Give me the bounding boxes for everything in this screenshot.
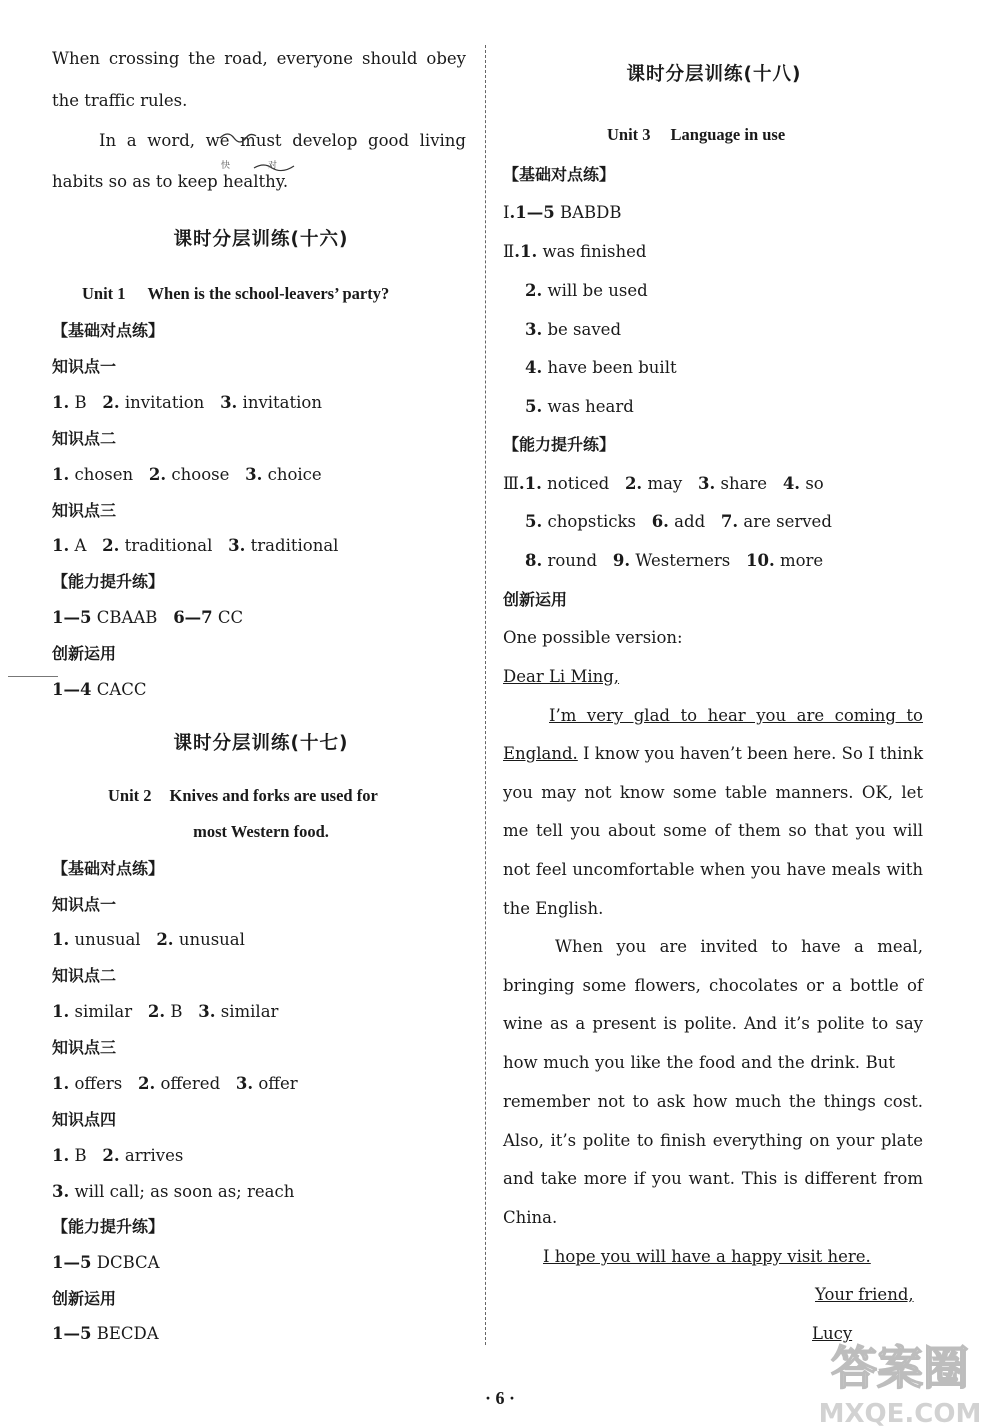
answer-number: 5.: [525, 397, 543, 416]
kp2-answers: [52, 464, 322, 486]
innovation-answers: [52, 679, 147, 701]
part-2-item-2: [525, 280, 648, 302]
letter-p2-line-6: Also, it’s polite to finish everything on your plate: [503, 1131, 923, 1150]
intro-line-2: the traffic rules.: [52, 91, 188, 110]
answer: choose: [171, 465, 230, 484]
answer-number: 1.: [52, 1146, 70, 1165]
answer-number: 2.: [102, 1146, 120, 1165]
answer-range: 1—5: [52, 608, 92, 627]
answer: traditional: [250, 536, 339, 555]
letter-p1-line-1: I’m very glad to hear you are coming to: [549, 706, 923, 725]
letter-p1-line-3: you may not know some table manners. OK, let: [503, 783, 923, 802]
unit-3-label: Unit 3: [607, 125, 651, 144]
basic-practice-heading: 【基础对点练】: [52, 859, 165, 878]
answer: BECDA: [96, 1324, 159, 1343]
kp4-answers-line-1: [52, 1145, 183, 1167]
knowledge-point-1: 知识点一: [52, 895, 117, 914]
answer: unusual: [74, 930, 141, 949]
scribble-stroke-1: [220, 134, 256, 142]
answer-range: .1—5: [509, 203, 555, 222]
letter-p2-line-8: China.: [503, 1208, 558, 1227]
section-16-title: 课时分层训练(十六): [173, 229, 349, 250]
handwritten-note-1: 快: [221, 161, 231, 171]
part-2-item-4: [525, 357, 677, 379]
section-17-title: 课时分层训练(十七): [173, 733, 349, 754]
stray-line: [8, 676, 58, 677]
part-2-item-5: [525, 396, 634, 418]
letter-p2-line-4: how much you like the food and the drink. But: [503, 1053, 895, 1072]
answer-number: 8.: [525, 551, 543, 570]
watermark-logo: [800, 1326, 1000, 1428]
answer-range: 1—5: [52, 1253, 92, 1272]
letter-p2-line-5: remember not to ask how much the things cost.: [503, 1092, 923, 1111]
answer: choice: [267, 465, 322, 484]
ability-practice-heading: 【能力提升练】: [52, 572, 165, 591]
answer: similar: [74, 1002, 133, 1021]
version-label: One possible version:: [503, 628, 683, 647]
knowledge-point-2: 知识点二: [52, 966, 117, 985]
letter-p1-line-2: [503, 743, 923, 765]
column-divider: [485, 45, 486, 1345]
unit-1-label: Unit 1: [82, 284, 126, 303]
unit-2-title-line-1: Knives and forks are used for: [169, 786, 378, 805]
part-numeral: Ⅰ: [503, 203, 510, 222]
answer: offered: [160, 1074, 221, 1093]
answer-number: 3.: [698, 474, 716, 493]
letter-text: I know you haven’t been here. So I think: [583, 744, 924, 763]
answer: unusual: [178, 930, 245, 949]
answer-number: 3.: [198, 1002, 216, 1021]
handwritten-note-2: 对: [268, 161, 278, 171]
knowledge-point-3: 知识点三: [52, 501, 117, 520]
answer-number: 1.: [52, 1002, 70, 1021]
letter-signature: Lucy: [812, 1324, 853, 1343]
part-3-row-2: [525, 511, 832, 533]
answer-number: 4.: [525, 358, 543, 377]
answer: offers: [74, 1074, 123, 1093]
answer-number: 1.: [519, 242, 538, 261]
answer: have been built: [547, 358, 677, 377]
kp4-answers-line-2: [52, 1181, 294, 1203]
answer: A: [74, 536, 87, 555]
handwriting-scribble: [160, 124, 310, 184]
unit-3-title: Language in use: [670, 125, 786, 144]
answer-number: 2.: [102, 393, 120, 412]
answer: CC: [217, 608, 244, 627]
answer-number: 9.: [612, 551, 631, 570]
answer-range: 1—5: [52, 1324, 92, 1343]
answer-number: 2.: [148, 465, 167, 484]
part-numeral: Ⅱ: [503, 242, 515, 261]
answer: are served: [743, 512, 832, 531]
answer: noticed: [547, 474, 610, 493]
answer-number: 2.: [156, 930, 174, 949]
knowledge-point-1: 知识点一: [52, 357, 117, 376]
answer-number: 3.: [525, 320, 543, 339]
answer-number: 3.: [52, 1182, 70, 1201]
kp3-answers: [52, 1073, 298, 1095]
answer: CBAAB: [96, 608, 158, 627]
answer: chosen: [74, 465, 134, 484]
unit-2-title-line-2: most Western food.: [193, 822, 329, 841]
innovation-heading: 创新运用: [52, 644, 117, 663]
answer-number: 1.: [52, 1074, 70, 1093]
answer-number: 3.: [228, 536, 246, 555]
kp1-answers: [52, 392, 322, 414]
letter-signoff: Your friend,: [815, 1285, 914, 1304]
ability-practice-heading: 【能力提升练】: [503, 435, 616, 454]
part-3-row-3: [525, 550, 823, 572]
answer: share: [720, 474, 768, 493]
answer-number: 2.: [147, 1002, 166, 1021]
section-18-title: 课时分层训练(十八): [626, 64, 802, 85]
basic-practice-heading: 【基础对点练】: [503, 165, 616, 184]
innovation-heading: 创新运用: [52, 1289, 117, 1308]
answer-number: 2.: [138, 1074, 156, 1093]
answer: may: [647, 474, 683, 493]
letter-p2-line-7: and take more if you want. This is different from: [503, 1169, 923, 1188]
part-1-answers: [503, 202, 622, 224]
answer-number: 1.: [52, 465, 70, 484]
part-3-row-1: Ⅲ.1. noticed 2. may 3. share 4. so: [503, 474, 824, 493]
answer: DCBCA: [96, 1253, 160, 1272]
unit-2-label: Unit 2: [108, 786, 152, 805]
answer: traditional: [124, 536, 213, 555]
intro-line-4: habits so as to keep healthy.: [52, 172, 289, 191]
answer-range: 6—7: [173, 608, 213, 627]
ability-answers: [52, 1252, 160, 1274]
letter-greeting: Dear Li Ming,: [503, 667, 620, 686]
unit-1-title: When is the school-leavers’ party?: [147, 284, 390, 303]
letter-p2-line-2: bringing some flowers, chocolates or a bottle of: [503, 976, 923, 995]
kp3-answers: [52, 535, 338, 557]
knowledge-point-4: 知识点四: [52, 1110, 117, 1129]
answer-number: 2.: [102, 536, 120, 555]
answer: chopsticks: [547, 512, 636, 531]
answer-number: 1.: [52, 536, 70, 555]
part-numeral: Ⅲ: [503, 474, 519, 493]
answer: similar: [220, 1002, 279, 1021]
answer: arrives: [124, 1146, 184, 1165]
kp1-answers: [52, 929, 245, 951]
ability-answers: [52, 607, 243, 629]
unit-3-heading: [607, 124, 785, 146]
innovation-heading: 创新运用: [503, 590, 568, 609]
answer-number: 6.: [651, 512, 669, 531]
answer-number: 5.: [525, 512, 543, 531]
answer: B: [74, 1146, 87, 1165]
innovation-answers: [52, 1323, 159, 1345]
answer-number: 1.: [524, 474, 542, 493]
answer-number: 3.: [245, 465, 263, 484]
answer-range: 1—4: [52, 680, 92, 699]
unit-1-heading: [82, 283, 389, 305]
watermark-url: MXQE.COM: [818, 1399, 982, 1428]
intro-line-1: When crossing the road, everyone should obey: [52, 49, 466, 68]
answer-number: 1.: [52, 930, 70, 949]
answer-number: 3.: [220, 393, 238, 412]
answer: offer: [258, 1074, 298, 1093]
letter-p1-line-4: me tell you about some of them so that you will: [503, 821, 923, 840]
knowledge-point-2: 知识点二: [52, 429, 117, 448]
answer: round: [547, 551, 598, 570]
answer: be saved: [547, 320, 622, 339]
answer-number: 2.: [525, 281, 543, 300]
intro-line-3: In a word, we must develop good living: [99, 131, 466, 150]
answer-number: 4.: [782, 474, 801, 493]
ability-practice-heading: 【能力提升练】: [52, 1217, 165, 1236]
page-number: · 6 ·: [484, 1388, 515, 1408]
answer-number: 3.: [235, 1074, 254, 1093]
answer: CACC: [96, 680, 147, 699]
answer-number: 10.: [745, 551, 775, 570]
basic-practice-heading: 【基础对点练】: [52, 321, 165, 340]
answer: B: [74, 393, 87, 412]
answer: will call; as soon as; reach: [74, 1182, 295, 1201]
letter-p2-line-3: wine as a present is polite. And it’s polite to say: [503, 1014, 923, 1033]
answer: B: [170, 1002, 183, 1021]
knowledge-point-3: 知识点三: [52, 1038, 117, 1057]
unit-2-heading: [108, 785, 378, 807]
answer: more: [779, 551, 824, 570]
answer: was heard: [547, 397, 634, 416]
part-2-item-3: [525, 319, 621, 341]
answer: Westerners: [635, 551, 731, 570]
underlined-phrase: England.: [503, 744, 578, 763]
answer: add: [674, 512, 706, 531]
letter-p1-line-5: not feel uncomfortable when you have meals with: [503, 860, 923, 879]
watermark-text: 答案圈: [831, 1341, 969, 1395]
kp2-answers: [52, 1001, 278, 1023]
answer: invitation: [124, 393, 205, 412]
answer: will be used: [547, 281, 648, 300]
letter-closing: I hope you will have a happy visit here.: [543, 1247, 871, 1266]
letter-p2-line-1: When you are invited to have a meal,: [555, 937, 923, 956]
answer-number: 7.: [720, 512, 739, 531]
answer: was finished: [542, 242, 647, 261]
letter-p1-line-6: the English.: [503, 899, 604, 918]
part-2-item-1: Ⅱ.1. was finished: [503, 242, 647, 261]
answer-number: 2.: [624, 474, 643, 493]
answer-number: 1.: [52, 393, 70, 412]
answer: BABDB: [560, 203, 622, 222]
answer: invitation: [242, 393, 322, 412]
answer: so: [805, 474, 824, 493]
